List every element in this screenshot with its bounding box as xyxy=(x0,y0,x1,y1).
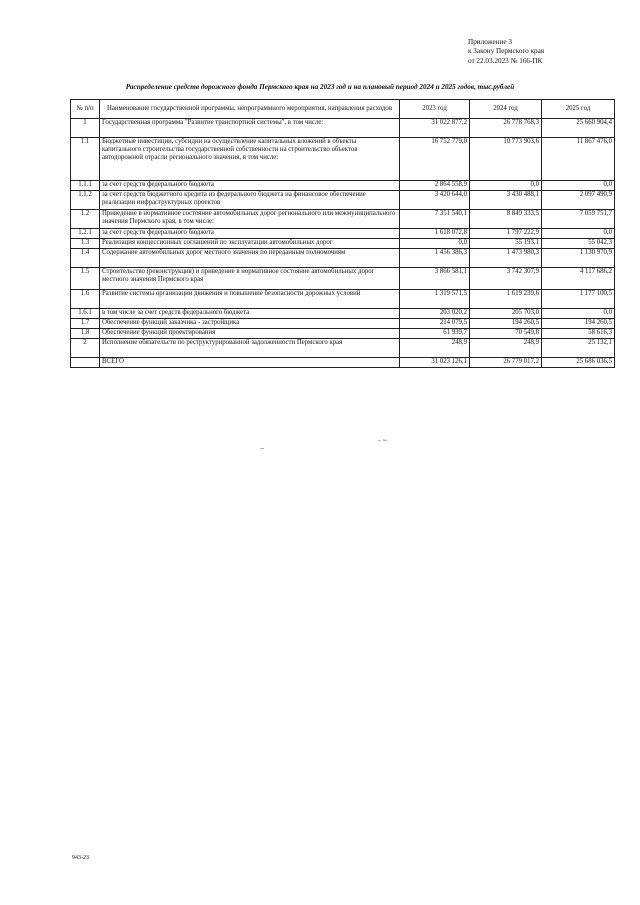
row-num: 1.2.1 xyxy=(71,229,100,239)
table-row xyxy=(71,319,615,329)
row-num: 1.4 xyxy=(71,249,100,268)
row-name: Реализация концессионных соглашений по эксплуатации автомобильных дорог xyxy=(100,239,400,249)
row-2023: 1 456 386,3 xyxy=(400,249,470,268)
row-num: 2 xyxy=(71,339,100,358)
row-num: 1.6 xyxy=(71,290,100,309)
row-2024: 1 473 980,3 xyxy=(470,249,542,268)
table-row xyxy=(71,210,615,229)
row-2023: 214 079,5 xyxy=(400,319,470,329)
table-row xyxy=(71,229,615,239)
row-name: Обеспечение функций проектирования xyxy=(100,329,400,339)
row-name: за счет средств бюджетного кредита из федерального бюджета на финансовое обеспечение реализации инфраструктурных проектов xyxy=(100,191,400,210)
table-row xyxy=(71,181,615,191)
row-name: Приведение в нормативное состояние автомобильных дорог регионального или межмуниципального значения Пермского края, в том числе: xyxy=(100,210,400,229)
row-num: 1.2 xyxy=(71,210,100,229)
row-2024: 1 797 222,9 xyxy=(470,229,542,239)
row-2023: 203 020,2 xyxy=(400,309,470,319)
table-row xyxy=(71,249,615,268)
document-number: 943-23 xyxy=(72,855,89,861)
row-2023: 1 319 571,5 xyxy=(400,290,470,309)
header-name: Наименование государственной программы, непрограммного мероприятия, направления расходов xyxy=(100,100,400,119)
row-name: Развитие системы организации движения и повышение безопасности дорожных условий xyxy=(100,290,400,309)
row-name: Обеспечение функций заказчика - застройщика xyxy=(100,319,400,329)
row-2025: 25 132,1 xyxy=(542,339,615,358)
row-2025: 1 130 970,9 xyxy=(542,249,615,268)
row-2024: 3 742 307,9 xyxy=(470,268,542,290)
row-2025: 25 660 904,4 xyxy=(542,119,615,138)
row-2025: 11 867 476,0 xyxy=(542,138,615,181)
row-2025: 1 177 100,5 xyxy=(542,290,615,309)
scan-artifact: – xyxy=(260,443,264,452)
table-total-row xyxy=(71,358,615,368)
table-row xyxy=(71,191,615,210)
row-2024: 26 778 768,3 xyxy=(470,119,542,138)
row-2024: 0,0 xyxy=(470,181,542,191)
row-2025: 25 686 036,5 xyxy=(542,358,615,368)
table-row xyxy=(71,339,615,358)
row-name: ВСЕГО xyxy=(100,358,400,368)
header-2025: 2025 год xyxy=(542,100,615,119)
row-name: Строительство (реконструкция) и приведение в нормативное состояние автомобильных дорог местного значения Пермского края xyxy=(100,268,400,290)
row-2024: 194 260,5 xyxy=(470,319,542,329)
row-2023: 2 864 558,9 xyxy=(400,181,470,191)
row-2025: 4 117 686,2 xyxy=(542,268,615,290)
row-num: 1.7 xyxy=(71,319,100,329)
row-2024: 248,9 xyxy=(470,339,542,358)
row-num: 1.1 xyxy=(71,138,100,181)
row-name: Государственная программа "Развитие транспортной системы", в том числе: xyxy=(100,119,400,138)
scan-artifact: - ~ xyxy=(378,436,387,445)
row-2024: 26 779 017,2 xyxy=(470,358,542,368)
row-2023: 3 866 581,1 xyxy=(400,268,470,290)
row-num: 1.5 xyxy=(71,268,100,290)
row-name: Содержание автомобильных дорог местного значения по переданным полномочиям xyxy=(100,249,400,268)
row-2023: 31 023 126,1 xyxy=(400,358,470,368)
row-2023: 1 618 072,8 xyxy=(400,229,470,239)
row-num: 1 xyxy=(71,119,100,138)
table-row xyxy=(71,329,615,339)
row-2025: 7 059 751,7 xyxy=(542,210,615,229)
budget-table xyxy=(70,99,615,368)
row-num: 1.3 xyxy=(71,239,100,249)
row-num: 1.1.1 xyxy=(71,181,100,191)
table-row xyxy=(71,138,615,181)
row-2025: 2 097 490,9 xyxy=(542,191,615,210)
row-2024: 1 619 239,6 xyxy=(470,290,542,309)
row-2023: 61 939,7 xyxy=(400,329,470,339)
appendix-line-3: от 22.03.2023 № 166-ПК xyxy=(468,56,543,65)
row-2024: 55 193,1 xyxy=(470,239,542,249)
row-2025: 194 260,5 xyxy=(542,319,615,329)
row-name: Бюджетные инвестиции, субсидии на осуществление капитальных вложений в объекты капитального строительства государственной собственности на строительство объектов автодорожной отрасли регионального значения, в том числе: xyxy=(100,138,400,181)
header-2023: 2023 год xyxy=(400,100,470,119)
row-2023: 3 420 644,0 xyxy=(400,191,470,210)
table-row xyxy=(71,239,615,249)
table-row xyxy=(71,268,615,290)
row-name: в том числе за счет средств федерального бюджета xyxy=(100,309,400,319)
row-name: за счет средств федерального бюджета xyxy=(100,181,400,191)
row-2025: 0,0 xyxy=(542,181,615,191)
row-2023: 31 022 877,2 xyxy=(400,119,470,138)
header-2024: 2024 год xyxy=(470,100,542,119)
row-2023: 7 351 540,1 xyxy=(400,210,470,229)
header-num: № п/п xyxy=(71,100,100,119)
row-2024: 3 430 488,1 xyxy=(470,191,542,210)
row-num xyxy=(71,358,100,368)
table-row xyxy=(71,290,615,309)
row-2024: 10 773 903,6 xyxy=(470,138,542,181)
row-2024: 70 549,8 xyxy=(470,329,542,339)
row-2025: 55 042,3 xyxy=(542,239,615,249)
row-2023: 248,9 xyxy=(400,339,470,358)
document-title: Распределение средств дорожного фонда Пермского края на 2023 год и на плановый период 2024 и 2025 годов, тыс.рублей xyxy=(125,83,515,91)
row-2025: 0,0 xyxy=(542,309,615,319)
row-num: 1.6.1 xyxy=(71,309,100,319)
table-row xyxy=(71,309,615,319)
row-2024: 205 703,0 xyxy=(470,309,542,319)
row-name: за счет средств федерального бюджета xyxy=(100,229,400,239)
row-name: Исполнение обязательств по реструктурированной задолженности Пермского края xyxy=(100,339,400,358)
row-2023: 16 752 779,0 xyxy=(400,138,470,181)
table-row xyxy=(71,119,615,138)
row-num: 1.8 xyxy=(71,329,100,339)
appendix-block xyxy=(468,38,544,66)
row-2023: 0,0 xyxy=(400,239,470,249)
appendix-line-1: Приложение 3 xyxy=(468,38,512,46)
row-2025: 0,0 xyxy=(542,229,615,239)
row-num: 1.1.2 xyxy=(71,191,100,210)
table-header-row xyxy=(71,100,615,119)
appendix-line-2: к Закону Пермского края xyxy=(468,47,545,56)
row-2024: 8 849 333,5 xyxy=(470,210,542,229)
row-2025: 58 616,3 xyxy=(542,329,615,339)
